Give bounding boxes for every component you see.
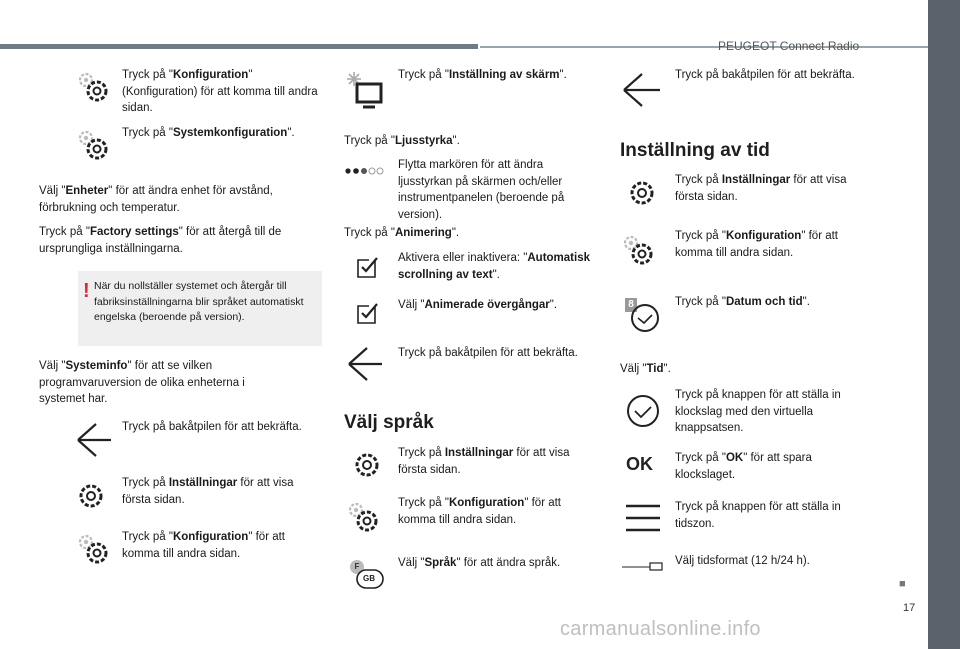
settings-gear-icon <box>346 500 382 536</box>
header-title: PEUGEOT Connect Radio <box>718 39 860 53</box>
clock-badge: 8 <box>628 299 634 310</box>
step-save-time: Tryck på "OK" för att spara klockslaget. <box>675 452 812 481</box>
step-animated-transitions: Välj "Animerade övergångar". <box>398 299 558 311</box>
settings-gear-icon <box>76 481 106 511</box>
step-configuration-2: Tryck på "Konfiguration" för att komma till andra sidan. <box>122 531 286 560</box>
step-configuration: Tryck på "Konfiguration" (Konfiguration) för att komma till andra sidan. <box>122 69 318 114</box>
step-set-time: Tryck på knappen för att ställa in klockslag med den virtuella knappsatsen. <box>675 389 841 434</box>
step-system-configuration: Tryck på "Systemkonfiguration". <box>122 127 295 139</box>
step-screen-settings: Tryck på "Inställning av skärm". <box>398 69 567 81</box>
settings-gear-icon <box>627 178 657 208</box>
settings-gear-icon <box>76 70 112 106</box>
back-arrow-icon <box>74 420 114 460</box>
warning-icon: ! <box>83 280 90 302</box>
language-badge-f: F <box>354 562 360 571</box>
paragraph-factory-settings: Tryck på "Factory settings" för att återgå till de ursprungliga inställningarna. <box>39 226 282 255</box>
slider-dots-icon <box>344 165 388 177</box>
check-circle-icon <box>625 393 661 429</box>
warning-note <box>78 271 322 346</box>
settings-gear-icon <box>76 128 112 164</box>
back-arrow-icon <box>345 344 385 384</box>
watermark: carmanualsonline.info <box>560 618 761 640</box>
settings-gear-icon <box>352 450 382 480</box>
step-settings: Tryck på Inställningar för att visa första sidan. <box>122 477 294 506</box>
step-settings-2: Tryck på Inställningar för att visa första sidan. <box>398 447 570 476</box>
settings-gear-icon <box>621 233 657 269</box>
ok-icon: OK <box>626 454 653 474</box>
paragraph-system-info: Välj "Systeminfo" för att se vilken programvaruversion de olika enheterna i systemet har. <box>39 360 245 405</box>
step-time-format: Välj tidsformat (12 h/24 h). <box>675 555 810 567</box>
step-back-confirm-3: Tryck på bakåtpilen för att bekräfta. <box>675 69 855 81</box>
checkbox-icon <box>355 302 379 326</box>
screen-brightness-icon <box>345 70 385 110</box>
settings-gear-icon <box>76 532 112 568</box>
section-heading-time: Inställning av tid <box>620 140 770 161</box>
step-time-zone: Tryck på knappen för att ställa in tidszon. <box>675 501 841 530</box>
warning-text: När du nollställer systemet och återgår till fabriksinställningarna blir språket automatiskt engelska (beroende på version). <box>94 280 304 323</box>
step-configuration-4: Tryck på "Konfiguration" för att komma till andra sidan. <box>675 230 839 259</box>
step-auto-scroll: Aktivera eller inaktivera: "Automatisk scrollning av text". <box>398 252 590 281</box>
header-bar-left <box>0 44 478 49</box>
menu-list-icon <box>624 503 662 533</box>
step-language: Välj "Språk" för att ändra språk. <box>398 557 561 569</box>
step-settings-3: Tryck på Inställningar för att visa första sidan. <box>675 174 847 203</box>
step-back-confirm: Tryck på bakåtpilen för att bekräfta. <box>122 421 302 433</box>
checkbox-icon <box>355 256 379 280</box>
step-date-time: Tryck på "Datum och tid". <box>675 296 810 308</box>
paragraph-animation: Tryck på "Animering". <box>344 227 460 239</box>
step-configuration-3: Tryck på "Konfiguration" för att komma till andra sidan. <box>398 497 562 526</box>
back-arrow-icon <box>620 70 662 110</box>
page-number: 17 <box>903 602 916 614</box>
section-heading-language: Välj språk <box>344 412 434 433</box>
toggle-icon <box>622 561 664 571</box>
language-code: GB <box>363 574 375 583</box>
paragraph-units: Välj "Enheter" för att ändra enhet för avstånd, förbrukning och temperatur. <box>39 185 273 214</box>
step-move-slider: Flytta markören för att ändra ljusstyrkan på skärmen och/eller instrumentpanelen (beroende på version). <box>398 159 565 221</box>
side-tab <box>928 0 960 649</box>
paragraph-brightness: Tryck på "Ljusstyrka". <box>344 135 460 147</box>
step-back-confirm-2: Tryck på bakåtpilen för att bekräfta. <box>398 347 578 359</box>
page-marker: ■ <box>899 578 906 590</box>
header-bar-right <box>480 46 928 48</box>
paragraph-time: Välj "Tid". <box>620 363 671 375</box>
